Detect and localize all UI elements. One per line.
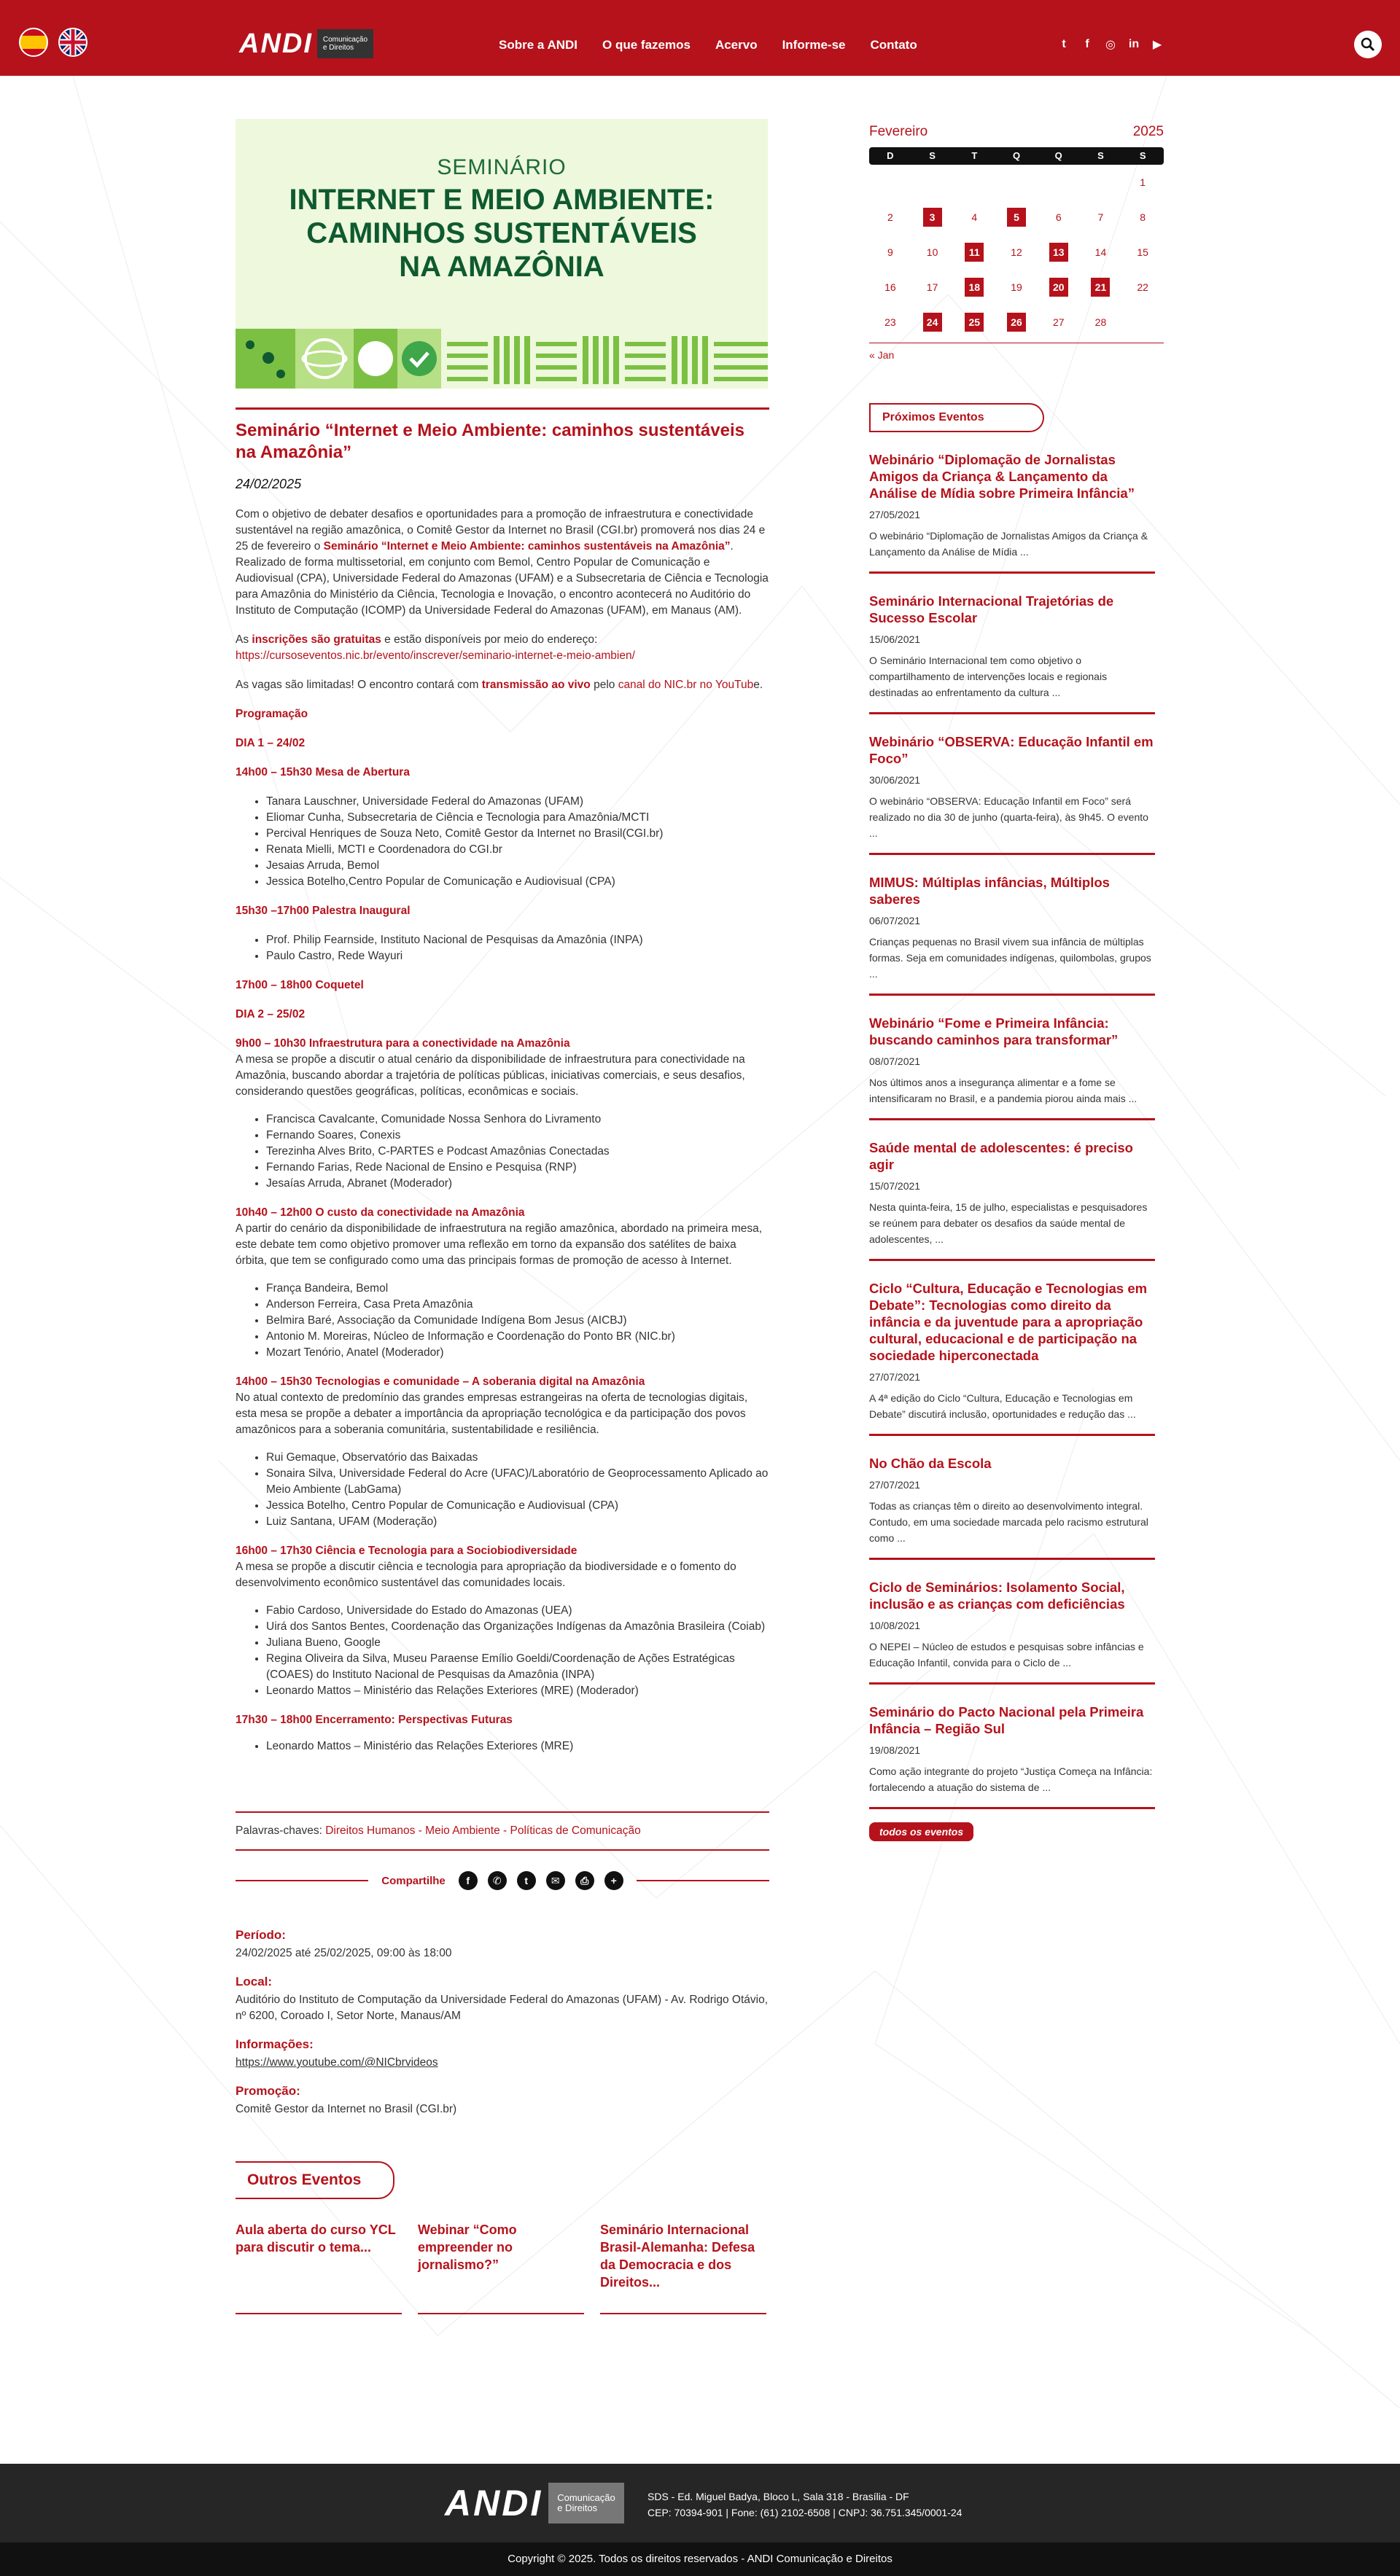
- event-title-link[interactable]: Webinário “OBSERVA: Educação Infantil em Foco”: [869, 734, 1154, 766]
- outros-eventos-grid: [236, 2221, 769, 2314]
- calendar-day-number: 9: [887, 246, 893, 258]
- event-excerpt: Todas as crianças têm o direito ao desenvolvimento integral. Contudo, em uma sociedade marcada pelo racismo estrutural como ...: [869, 1500, 1148, 1544]
- hero-title-line2: CAMINHOS SUSTENTÁVEIS: [306, 217, 697, 249]
- calendar-day-event[interactable]: 18: [965, 278, 984, 297]
- event-title-link[interactable]: Seminário Internacional Trajetórias de Sucesso Escolar: [869, 593, 1114, 625]
- calendar-day: [869, 246, 911, 258]
- nav-informe-se[interactable]: Informe-se: [782, 38, 846, 52]
- footer-logo-text: ANDI: [445, 2483, 543, 2524]
- whatsapp-share-icon[interactable]: ✆: [488, 1871, 507, 1890]
- keywords-label: Palavras-chaves:: [236, 1824, 326, 1837]
- event-item: [869, 1560, 1155, 1685]
- logo-sub-line1: Comunicação: [322, 36, 368, 44]
- uk-flag-cross-icon: [60, 29, 86, 55]
- calendar-day-event[interactable]: 5: [1007, 208, 1026, 227]
- slot8-title: 17h30 – 18h00 Encerramento: Perspectivas Futuras: [236, 1714, 513, 1726]
- calendar-day-number: 28: [1094, 316, 1107, 328]
- footer-logo-sub2: e Direitos: [557, 2502, 598, 2513]
- vagas-text-c: pelo: [590, 679, 618, 691]
- search-button[interactable]: [1354, 31, 1382, 58]
- event-excerpt: A 4ª edição do Ciclo “Cultura, Educação e Tecnologias em Debate” discutirá inclusão, oportunidades e redução das ...: [869, 1392, 1136, 1420]
- calendar-week: [869, 305, 1164, 340]
- slot6-title: 14h00 – 15h30 Tecnologias e comunidade – A soberania digital na Amazônia: [236, 1375, 645, 1388]
- calendar-day-number: 7: [1097, 211, 1104, 223]
- calendar-weekdays: [869, 147, 1164, 165]
- calendar-widget: [869, 124, 1164, 361]
- site-header: [0, 0, 1400, 76]
- slot1-speakers: [236, 794, 769, 890]
- nav-sobre[interactable]: Sobre a ANDI: [499, 38, 578, 52]
- event-date: 08/07/2021: [869, 1055, 921, 1067]
- outros-evento-card[interactable]: Aula aberta do curso YCL para discutir o tema...: [236, 2221, 402, 2314]
- slot4-speakers: [236, 1112, 769, 1192]
- calendar-day-event[interactable]: 11: [965, 243, 984, 262]
- event-excerpt: Nos últimos anos a insegurança alimentar e a fome se intensificaram no Brasil, e a pandemia piorou ainda mais ...: [869, 1077, 1138, 1104]
- logo-sub-line2: e Direitos: [322, 44, 354, 52]
- twitter-share-icon[interactable]: t: [517, 1871, 536, 1890]
- calendar-day-number: 8: [1140, 211, 1146, 223]
- event-item: [869, 1436, 1155, 1560]
- event-date: 19/08/2021: [869, 1744, 921, 1756]
- linkedin-icon[interactable]: in: [1128, 38, 1140, 50]
- list-item: • Eliomar Cunha, Subsecretaria de Ciência e Tecnologia para Amazônia/MCTI: [266, 810, 769, 826]
- periodo-value: 24/02/2025 até 25/02/2025, 09:00 às 18:00: [236, 1947, 452, 1959]
- day1-heading: DIA 1 – 24/02: [236, 737, 306, 749]
- informacoes-link[interactable]: https://www.youtube.com/@NICbrvideos: [236, 2056, 438, 2069]
- event-title-link[interactable]: Webinário “Diplomação de Jornalistas Amigos da Criança & Lançamento da Análise de Mídia sobre Primeira Infância”: [869, 452, 1135, 501]
- weekday-label: Q: [1012, 150, 1021, 161]
- intro-text-c: . Realizado de forma multissetorial, em conjunto com Bemol, Centro Popular de Comunicação e Audiovisual (CPA), Universidade Federal do Amazonas (UFAM) e a Subsecretaria de Ciência e Tecnologia para Amazônia do Ministério da Ciência, Tecnologia e Inovação, o encontro acontecerá no Auditório do Instituto de Computação (ICOMP) da Universidade Federal do Amazonas (UFAM), em Manaus (AM).: [236, 540, 769, 617]
- event-excerpt: Nesta quinta-feira, 15 de julho, especialistas e pesquisadores se reúnem para debater os desafios da saúde mental de adolescentes, ...: [869, 1201, 1148, 1245]
- list-item: • Rui Gemaque, Observatório das Baixadas: [266, 1450, 769, 1466]
- calendar-day[interactable]: [953, 313, 995, 332]
- slot8-speakers: [236, 1738, 769, 1755]
- event-title-link[interactable]: Ciclo de Seminários: Isolamento Social, inclusão e as crianças com deficiências: [869, 1580, 1125, 1612]
- calendar-day: [1038, 211, 1080, 223]
- calendar-day-number: 15: [1137, 246, 1148, 258]
- event-date: 27/07/2021: [869, 1371, 921, 1383]
- weekday-label: S: [1097, 150, 1104, 161]
- keywords-bar: [236, 1811, 769, 1851]
- event-date: 30/06/2021: [869, 774, 921, 786]
- list-item: • Renata Mielli, MCTI e Coordenadora do CGI.br: [266, 842, 769, 858]
- share-bar: [236, 1871, 769, 1890]
- weekday-label: S: [929, 150, 936, 161]
- intro-paragraph: [236, 507, 769, 619]
- calendar-day[interactable]: [953, 243, 995, 262]
- slot3-title: 17h00 – 18h00 Coquetel: [236, 979, 364, 991]
- list-item: • Mozart Tenório, Anatel (Moderador): [266, 1345, 769, 1361]
- event-date: 27/07/2021: [869, 1479, 921, 1491]
- hero-title-line3: NA AMAZÔNIA: [399, 251, 604, 283]
- calendar-day: [1080, 246, 1122, 258]
- email-share-icon[interactable]: ✉: [546, 1871, 565, 1890]
- list-item: • Terezinha Alves Brito, C-PARTES e Podcast Amazônias Conectadas: [266, 1144, 769, 1160]
- reg-free-text: inscrições são gratuitas: [252, 633, 381, 646]
- share-label: Compartilhe: [381, 1874, 446, 1887]
- weekday-label: T: [971, 150, 978, 161]
- list-item: • Luiz Santana, UFAM (Moderação): [266, 1514, 769, 1530]
- slot2-title: 15h30 –17h00 Palestra Inaugural: [236, 905, 411, 917]
- youtube-icon[interactable]: ▶: [1152, 39, 1162, 51]
- calendar-week: [869, 235, 1164, 270]
- list-item: • Antonio M. Moreiras, Núcleo de Informação e Coordenação do Ponto BR (NIC.br): [266, 1329, 769, 1345]
- calendar-week: [869, 270, 1164, 305]
- calendar-month: Fevereiro: [869, 124, 928, 139]
- social-links: [1056, 36, 1165, 52]
- outros-eventos-section: [236, 2161, 769, 2314]
- calendar-day[interactable]: [995, 208, 1038, 227]
- calendar-day-event[interactable]: 24: [923, 313, 942, 332]
- search-icon: [1361, 37, 1375, 52]
- calendar-day[interactable]: [911, 208, 954, 227]
- calendar-day: [869, 316, 911, 328]
- informacoes-row: [236, 2055, 769, 2071]
- share-line-right: [637, 1880, 769, 1881]
- calendar-day-number: 12: [1011, 246, 1022, 258]
- calendar-day-event[interactable]: 26: [1007, 313, 1026, 332]
- calendar-day-number: 1: [1140, 176, 1146, 188]
- informacoes-label: Informações:: [236, 2037, 314, 2051]
- calendar-day[interactable]: [911, 313, 954, 332]
- proximos-eventos-list: [869, 432, 1164, 1809]
- slot6-speakers: [236, 1450, 769, 1530]
- calendar-day-event[interactable]: 25: [965, 313, 984, 332]
- footer-logo[interactable]: [445, 2482, 624, 2524]
- list-item: • Regina Oliveira da Silva, Museu Paraense Emílio Goeldi/Coordenação de Ações Estratégicas (COAES) do Instituto Nacional de Pesquisas da Amazônia (INPA): [266, 1651, 769, 1683]
- more-share-icon[interactable]: +: [604, 1871, 623, 1890]
- logo-text: ANDI: [239, 28, 313, 59]
- calendar-day-number: 10: [926, 246, 938, 258]
- calendar-week: [869, 165, 1164, 200]
- calendar-day: [1038, 316, 1080, 328]
- event-title-link[interactable]: MIMUS: Múltiplas infâncias, Múltiplos saberes: [869, 875, 1110, 907]
- reg-text-a: As: [236, 633, 252, 646]
- calendar-day-number: 14: [1094, 246, 1107, 258]
- nav-contato[interactable]: Contato: [870, 38, 917, 52]
- outros-evento-card[interactable]: Webinar “Como empreender no jornalismo?”: [418, 2221, 584, 2314]
- event-item: [869, 1261, 1155, 1436]
- slot7-title: 16h00 – 17h30 Ciência e Tecnologia para a Sociobiodiversidade: [236, 1545, 578, 1557]
- event-excerpt: O NEPEI – Núcleo de estudos e pesquisas sobre infâncias e Educação Infantil, convida para o Ciclo de ...: [869, 1641, 1144, 1668]
- hero-subtitle: SEMINÁRIO: [437, 155, 567, 179]
- registration-paragraph: [236, 632, 769, 664]
- post-date: 24/02/2025: [236, 477, 302, 491]
- event-date: 10/08/2021: [869, 1620, 921, 1631]
- event-title-link[interactable]: No Chão da Escola: [869, 1456, 992, 1471]
- slot7-speakers: [236, 1603, 769, 1699]
- calendar-day[interactable]: [995, 313, 1038, 332]
- calendar-day-event[interactable]: 3: [923, 208, 942, 227]
- slot4-description: A mesa se propõe a discutir o atual cenário da disponibilidade de infraestrutura para conectividade na Amazônia, buscando abordar a trajetória de políticas públicas, iniciativas comerciais, e seus desafios, considerando questões geográficas, políticas, econômicas e sociais.: [236, 1053, 745, 1098]
- calendar-day: [995, 281, 1038, 293]
- slot5-title: 10h40 – 12h00 O custo da conectividade na Amazônia: [236, 1206, 525, 1219]
- event-title-link[interactable]: Saúde mental de adolescentes: é preciso agir: [869, 1140, 1133, 1172]
- footer-logo-sub1: Comunicação: [557, 2492, 615, 2503]
- calendar-day: [995, 246, 1038, 258]
- calendar-day-number: 17: [926, 281, 938, 293]
- list-item: • Belmira Baré, Associação da Comunidade Indígena Bom Jesus (AICBJ): [266, 1313, 769, 1329]
- calendar-day-number: 4: [971, 211, 978, 223]
- keyword-separator: -: [499, 1824, 510, 1837]
- hero-decoration: [236, 329, 768, 389]
- event-item: [869, 432, 1155, 574]
- uk-flag-icon[interactable]: [58, 28, 88, 57]
- list-item: • Fernando Soares, Conexis: [266, 1128, 769, 1144]
- list-item: • Anderson Ferreira, Casa Preta Amazônia: [266, 1297, 769, 1313]
- calendar-day[interactable]: [1038, 278, 1080, 297]
- programacao-heading: Programação: [236, 708, 308, 720]
- calendar-day: [869, 211, 911, 223]
- event-item: [869, 1120, 1155, 1261]
- twitter-icon[interactable]: t: [1062, 38, 1066, 50]
- keyword-separator: -: [415, 1824, 426, 1837]
- calendar-day: [911, 281, 954, 293]
- calendar-day: [1080, 211, 1122, 223]
- keyword-politicas-comunicacao[interactable]: Políticas de Comunicação: [510, 1824, 641, 1837]
- list-item: • Francisca Cavalcante, Comunidade Nossa Senhora do Livramento: [266, 1112, 769, 1128]
- list-item: • Jessica Botelho, Centro Popular de Comunicação e Audiovisual (CPA): [266, 1498, 769, 1514]
- vagas-live-text: transmissão ao vivo: [481, 679, 591, 691]
- slot2-speakers: [236, 932, 769, 964]
- footer-address: [648, 2489, 962, 2521]
- slot5-description: A partir do cenário da disponibilidade de infraestrutura na região amazônica, abordado na primeira mesa, este debate tem como objetivo promover uma reflexão em torno da expansão dos satélites de baixa órbita, que tem se configurado como uma das principais formas de promoção de acesso à Internet.: [236, 1222, 763, 1267]
- registration-link[interactable]: https://cursoseventos.nic.br/evento/inscrever/seminario-internet-e-meio-ambien/: [236, 649, 635, 662]
- list-item: • Leonardo Mattos – Ministério das Relações Exteriores (MRE) (Moderador): [266, 1683, 769, 1699]
- event-info: [236, 1928, 769, 2118]
- local-label: Local:: [236, 1975, 273, 1988]
- list-item: • Fabio Cardoso, Universidade do Estado do Amazonas (UEA): [266, 1603, 769, 1619]
- event-excerpt: O webinário “Diplomação de Jornalistas Amigos da Criança & Lançamento da Análise de Mídia ...: [869, 530, 1148, 558]
- hero-title: [236, 183, 768, 284]
- event-date: 15/07/2021: [869, 1180, 921, 1192]
- calendar-day-number: 16: [884, 281, 896, 293]
- proximos-eventos-heading: Próximos Eventos: [869, 403, 1044, 432]
- list-item: • Jessica Botelho,Centro Popular de Comunicação e Audiovisual (CPA): [266, 874, 769, 890]
- copyright-bar: Copyright © 2025. Todos os direitos reservados - ANDI Comunicação e Direitos: [0, 2542, 1400, 2576]
- event-excerpt: O Seminário Internacional tem como objetivo o compartilhamento de intervenções locais e regionais destinadas ao enfrentamento da cultura ...: [869, 655, 1108, 698]
- footer-address-line1: SDS - Ed. Miguel Badya, Bloco L, Sala 318 - Brasília - DF: [648, 2491, 909, 2502]
- sidebar: [869, 124, 1164, 1841]
- andi-logo[interactable]: [239, 29, 373, 58]
- outros-eventos-heading: Outros Eventos: [236, 2161, 394, 2199]
- vagas-text-d: e.: [753, 679, 763, 691]
- list-item: • Jesaías Arruda, Abranet (Moderador): [266, 1176, 769, 1192]
- outros-evento-card[interactable]: Seminário Internacional Brasil-Alemanha: Defesa da Democracia e dos Direitos...: [600, 2221, 766, 2314]
- calendar-day: [953, 211, 995, 223]
- list-item: • Sonaira Silva, Universidade Federal do Acre (UFAC)/Laboratório de Geoprocessamento Aplicado ao Meio Ambiente (LabGama): [266, 1466, 769, 1498]
- share-icons: [459, 1871, 623, 1890]
- event-excerpt: O webinário “OBSERVA: Educação Infantil em Foco” será realizado no dia 30 de junho (quarta-feira), às 9h45. O evento ...: [869, 795, 1148, 839]
- list-item: • França Bandeira, Bemol: [266, 1281, 769, 1297]
- vagas-text-a: As vagas são limitadas! O encontro contará com: [236, 679, 482, 691]
- title-divider: [236, 407, 769, 410]
- calendar-day: [911, 246, 954, 258]
- local-value: Auditório do Instituto de Computação da Universidade Federal do Amazonas (UFAM) - Av. Rodrigo Otávio, nº 6200, Coroado I, Setor Norte, Manaus/AM: [236, 1994, 769, 2022]
- promocao-value: Comitê Gestor da Internet no Brasil (CGI.br): [236, 2103, 457, 2115]
- list-item: • Prof. Philip Fearnside, Instituto Nacional de Pesquisas da Amazônia (INPA): [266, 932, 769, 948]
- share-line-left: [236, 1880, 368, 1881]
- calendar-day-event[interactable]: 13: [1049, 243, 1068, 262]
- list-item: • Paulo Castro, Rede Wayuri: [266, 948, 769, 964]
- event-date: 15/06/2021: [869, 633, 921, 645]
- calendar-day: [1121, 281, 1164, 293]
- list-item: • Tanara Lauschner, Universidade Federal do Amazonas (UFAM): [266, 794, 769, 810]
- facebook-icon[interactable]: f: [1085, 38, 1089, 50]
- calendar-day-number: 6: [1055, 211, 1062, 223]
- weekday-label: D: [887, 150, 894, 161]
- calendar-day: [1121, 176, 1164, 188]
- calendar-day: [1080, 316, 1122, 328]
- hero-banner: [236, 119, 768, 389]
- vagas-paragraph: [236, 677, 769, 693]
- slot1-title: 14h00 – 15h30 Mesa de Abertura: [236, 766, 410, 778]
- reg-text-c: e estão disponíveis por meio do endereço:: [381, 633, 598, 646]
- calendar-year: 2025: [1132, 124, 1164, 139]
- footer-logo-subtitle: [548, 2483, 624, 2524]
- event-title-link[interactable]: Seminário do Pacto Nacional pela Primeira Infância – Região Sul: [869, 1704, 1144, 1736]
- day2-heading: DIA 2 – 25/02: [236, 1008, 306, 1020]
- event-date: 27/05/2021: [869, 509, 921, 520]
- event-item: [869, 996, 1155, 1120]
- print-share-icon[interactable]: ⎙: [575, 1871, 594, 1890]
- calendar-day-number: 23: [884, 316, 896, 328]
- logo-subtitle: [317, 29, 373, 58]
- event-excerpt: Crianças pequenas no Brasil vivem sua infância de múltiplas formas. Seja em comunidades indígenas, quilombolas, grupos ...: [869, 936, 1151, 980]
- nav-o-que-fazemos[interactable]: O que fazemos: [602, 38, 691, 52]
- weekday-label: S: [1139, 150, 1146, 161]
- calendar-day[interactable]: [1080, 278, 1122, 297]
- calendar-week: [869, 200, 1164, 235]
- youtube-channel-link[interactable]: canal do NIC.br no YouTub: [618, 679, 754, 691]
- event-item: [869, 855, 1155, 996]
- weekday-label: Q: [1054, 150, 1062, 161]
- list-item: • Leonardo Mattos – Ministério das Relações Exteriores (MRE): [266, 1738, 769, 1755]
- calendar-day: [869, 281, 911, 293]
- calendar-day: [1121, 211, 1164, 223]
- list-item: • Percival Henriques de Souza Neto, Comitê Gestor da Internet no Brasil(CGI.br): [266, 826, 769, 842]
- calendar-day-number: 27: [1052, 316, 1065, 328]
- calendar-grid: [869, 165, 1164, 340]
- calendar-day-number: 2: [887, 211, 893, 223]
- calendar-day[interactable]: [953, 278, 995, 297]
- list-item: • Juliana Bueno, Google: [266, 1635, 769, 1651]
- slot7-description: A mesa se propõe a discutir ciência e tecnologia para apropriação da biodiversidade e o fomento do desenvolvimento econômico sustentável das comunidades locais.: [236, 1561, 736, 1589]
- calendar-day-event[interactable]: 20: [1049, 278, 1068, 297]
- slot5-speakers: [236, 1281, 769, 1361]
- event-item: [869, 574, 1155, 714]
- list-item: • Fernando Farias, Rede Nacional de Ensino e Pesquisa (RNP): [266, 1160, 769, 1176]
- keyword-meio-ambiente[interactable]: Meio Ambiente: [425, 1824, 500, 1837]
- main-nav: [499, 38, 942, 52]
- calendar-day-number: 19: [1011, 281, 1022, 293]
- calendar-prev-link[interactable]: « Jan: [869, 349, 895, 361]
- slot6-description: No atual contexto de predomínio das grandes empresas estrangeiras na oferta de tecnologias digitais, esta mesa se propõe a debater a importância da apropriação tecnológica e da participação dos povos amazônicos para a soberania comunitária, sustentabilidade e resiliência.: [236, 1392, 748, 1436]
- instagram-icon[interactable]: ◎: [1105, 39, 1116, 51]
- calendar-day: [1121, 246, 1164, 258]
- calendar-day-number: 22: [1137, 281, 1148, 293]
- facebook-share-icon[interactable]: f: [459, 1871, 478, 1890]
- event-excerpt: Como ação integrante do projeto “Justiça Começa na Infância: fortalecendo a atuação do sistema de ...: [869, 1765, 1153, 1793]
- post-title: Seminário “Internet e Meio Ambiente: caminhos sustentáveis na Amazônia”: [236, 421, 744, 462]
- periodo-label: Período:: [236, 1928, 286, 1942]
- list-item: • Jesaias Arruda, Bemol: [266, 858, 769, 874]
- hero-title-line1: INTERNET E MEIO AMBIENTE:: [289, 184, 715, 216]
- intro-text-a: Com o objetivo de debater desafios e oportunidades para a promoção de infraestrutura e conectividade sustentável na região amazônica, o Comitê Gestor da Internet no Brasil (CGI.br) promoverá nos dias 24 e 25 de fevereiro o: [236, 508, 766, 553]
- event-date: 06/07/2021: [869, 915, 921, 926]
- keyword-direitos-humanos[interactable]: Direitos Humanos: [325, 1824, 416, 1837]
- footer-address-line2: CEP: 70394-901 | Fone: (61) 2102-6508 | CNPJ: 36.751.345/0001-24: [648, 2507, 962, 2518]
- event-title-link[interactable]: Ciclo “Cultura, Educação e Tecnologias em Debate”: Tecnologias como direito da infância e da juventude para a apropriação cultural, educacional e de participação na sociedade hiperconectada: [869, 1281, 1148, 1363]
- promocao-label: Promoção:: [236, 2084, 300, 2098]
- intro-event-name: Seminário “Internet e Meio Ambiente: caminhos sustentáveis na Amazônia”: [323, 540, 731, 553]
- event-item: [869, 714, 1155, 855]
- event-item: [869, 1685, 1155, 1809]
- calendar-footer: [869, 343, 1164, 361]
- todos-eventos-button[interactable]: todos os eventos: [869, 1822, 973, 1841]
- nav-acervo[interactable]: Acervo: [715, 38, 758, 52]
- site-footer: [0, 2464, 1400, 2542]
- main-content: [236, 119, 769, 2314]
- calendar-day[interactable]: [1038, 243, 1080, 262]
- slot4-title: 9h00 – 10h30 Infraestrutura para a conectividade na Amazônia: [236, 1037, 570, 1050]
- spanish-flag-icon[interactable]: [19, 28, 48, 57]
- event-title-link[interactable]: Webinário “Fome e Primeira Infância: buscando caminhos para transformar”: [869, 1015, 1119, 1047]
- calendar-header: [869, 124, 1164, 140]
- calendar-day-event[interactable]: 21: [1091, 278, 1110, 297]
- list-item: • Uirá dos Santos Bentes, Coordenação das Organizações Indígenas da Amazônia Brasileira (Coiab): [266, 1619, 769, 1635]
